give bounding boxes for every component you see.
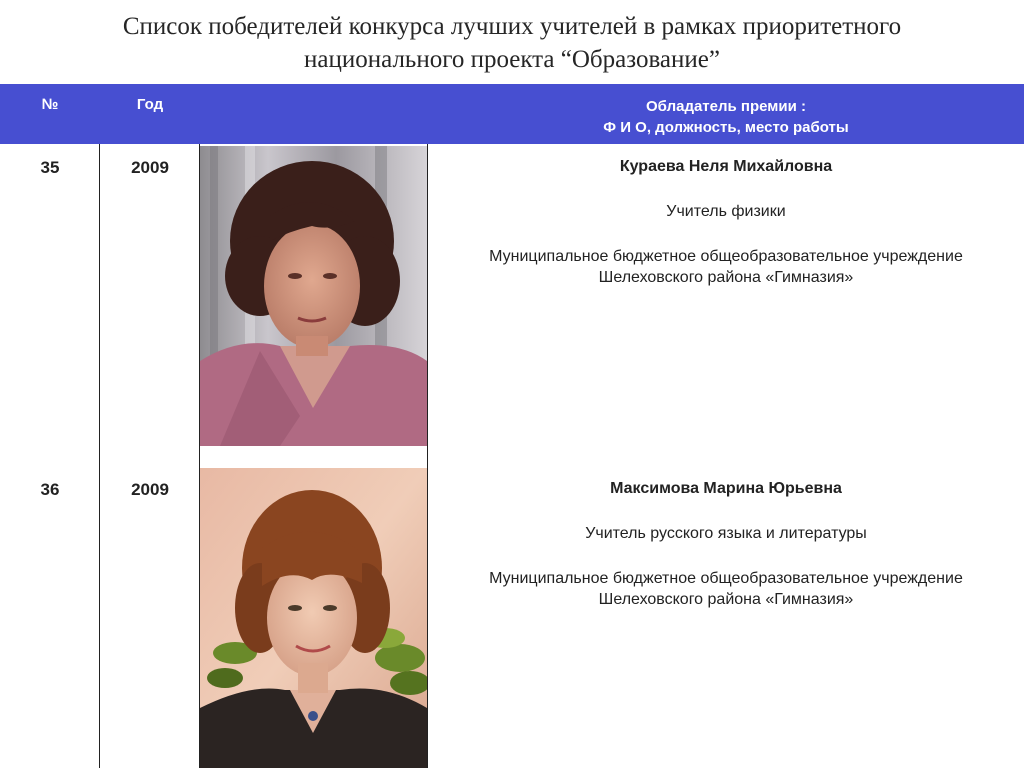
header-year: Год — [136, 96, 164, 113]
table-header — [0, 84, 1024, 144]
winner-position: Учитель русского языка и литературы — [585, 525, 867, 542]
teacher-photo — [200, 468, 427, 768]
row-year: 2009 — [131, 480, 169, 499]
row-number: 36 — [40, 480, 60, 499]
header-owner-line-1: Обладатель премии : — [646, 98, 806, 115]
header-number: № — [41, 96, 59, 113]
page-title — [0, 10, 1024, 76]
row-number: 35 — [40, 158, 60, 177]
header-owner-line-2: Ф И О, должность, место работы — [603, 119, 849, 136]
winner-position: Учитель физики — [666, 203, 786, 220]
workplace-line-2: Шелеховского района «Гимназия» — [598, 269, 854, 286]
workplace-line-1: Муниципальное бюджетное общеобразовательное учреждение — [489, 248, 963, 265]
winner-workplace — [428, 568, 1024, 610]
title-line-1: Список победителей конкурса лучших учителей в рамках приоритетного — [122, 13, 902, 40]
header-owner — [428, 96, 1024, 138]
table-row — [0, 466, 1024, 768]
winner-workplace — [428, 246, 1024, 288]
winner-info — [428, 466, 1024, 610]
teacher-photo — [200, 146, 427, 446]
winner-name: Максимова Марина Юрьевна — [610, 480, 842, 497]
workplace-line-1: Муниципальное бюджетное общеобразовательное учреждение — [489, 570, 963, 587]
winner-info — [428, 144, 1024, 288]
winner-name: Кураева Неля Михайловна — [619, 158, 833, 175]
table-row — [0, 144, 1024, 466]
workplace-line-2: Шелеховского района «Гимназия» — [598, 591, 854, 608]
row-year: 2009 — [131, 158, 169, 177]
title-line-2: национального проекта “Образование” — [304, 46, 720, 73]
